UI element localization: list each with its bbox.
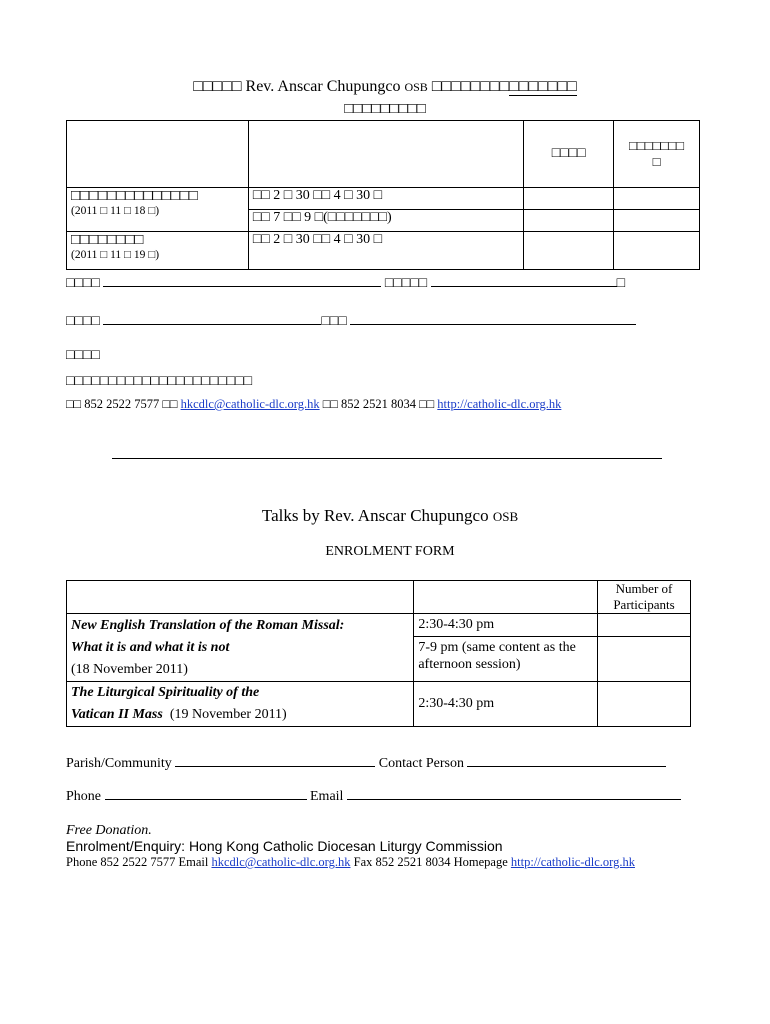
en-enquiry: Enrolment/Enquiry: Hong Kong Catholic Diocesan Liturgy Commission — [66, 838, 503, 854]
zh-contact-end: □ — [616, 276, 626, 291]
zh-contact-info: □□ 852 2522 7577 □□ hkcdlc@catholic-dlc.org.hk □□ 852 2521 8034 □□ http://catholic-dlc.org.hk — [66, 397, 562, 411]
zh-homepage-link[interactable]: http://catholic-dlc.org.hk — [437, 397, 562, 411]
zh-email-field[interactable] — [350, 310, 636, 325]
zh-header-notes: □□□□□□□ □ — [614, 121, 700, 188]
en-row2-date: (19 November 2011) — [169, 707, 287, 722]
zh-table-header-row — [67, 121, 700, 188]
zh-notes-cell[interactable] — [614, 188, 700, 210]
zh-row2-title: □□□□□□□□ — [71, 232, 144, 248]
section-divider — [112, 458, 662, 459]
en-email-field[interactable] — [347, 785, 681, 800]
en-participants-cell[interactable] — [598, 636, 691, 681]
zh-notes-cell[interactable] — [614, 232, 700, 270]
zh-table-row — [67, 232, 700, 270]
zh-phone-label: □□□□ — [66, 314, 100, 329]
en-header-participants: Number of Participants — [598, 581, 691, 614]
zh-participants-cell[interactable] — [524, 232, 614, 270]
en-phone-row — [66, 785, 681, 805]
zh-parish-field[interactable] — [103, 272, 381, 287]
zh-enrolment-table — [66, 120, 700, 270]
en-participants-cell[interactable] — [598, 682, 691, 727]
zh-header-empty — [248, 121, 523, 188]
zh-row2-session — [67, 232, 249, 270]
en-row2-title-a: The Liturgical Spirituality of the — [71, 685, 260, 700]
en-row2-time: 2:30-4:30 pm — [414, 682, 598, 727]
en-row1-time1: 2:30-4:30 pm — [414, 614, 598, 637]
zh-row1-time2: □□ 7 □□ 9 □(□□□□□□□) — [248, 210, 523, 232]
zh-header-participants: □□□□ — [524, 121, 614, 188]
zh-participants-cell[interactable] — [524, 188, 614, 210]
zh-email-link[interactable]: hkcdlc@catholic-dlc.org.hk — [180, 397, 320, 411]
zh-phone-row — [66, 310, 636, 330]
zh-header-empty — [67, 121, 249, 188]
en-email-link[interactable]: hkcdlc@catholic-dlc.org.hk — [211, 855, 351, 869]
zh-free-donation: □□□□ — [66, 348, 100, 363]
en-free-donation: Free Donation. — [66, 823, 152, 838]
en-parish-label: Parish/Community — [66, 756, 172, 771]
en-phone-label: Phone — [66, 789, 101, 804]
en-email-label: Email — [310, 789, 344, 804]
en-parish-field[interactable] — [175, 752, 375, 767]
zh-contact-field[interactable] — [431, 272, 617, 287]
en-enrolment-table — [66, 580, 691, 727]
zh-participants-cell[interactable] — [524, 210, 614, 232]
zh-contact-label: □□□□□ — [384, 276, 428, 291]
zh-table-row — [67, 188, 700, 210]
zh-title: □□□□□ Rev. Anscar Chupungco OSB □□□□□□□□□□□□□□□ — [193, 78, 577, 95]
en-row2-session — [67, 682, 414, 727]
en-header-empty — [67, 581, 414, 614]
zh-row2-time: □□ 2 □ 30 □□ 4 □ 30 □ — [248, 232, 523, 270]
en-contact-info: Phone 852 2522 7577 Email hkcdlc@catholic-dlc.org.hk Fax 852 2521 8034 Homepage http://catholic-dlc.org.hk — [66, 855, 635, 869]
zh-row1-time1: □□ 2 □ 30 □□ 4 □ 30 □ — [248, 188, 523, 210]
zh-phone-field[interactable] — [103, 310, 321, 325]
en-homepage-link[interactable]: http://catholic-dlc.org.hk — [510, 855, 635, 869]
zh-enquiry: □□□□□□□□□□□□□□□□□□□□□□ — [66, 374, 253, 389]
zh-row1-session — [67, 188, 249, 232]
en-contact-field[interactable] — [467, 752, 666, 767]
zh-notes-cell[interactable] — [614, 210, 700, 232]
en-row1-title-a: New English Translation of the Roman Missal: — [71, 618, 345, 633]
zh-row1-title: □□□□□□□□□□□□□□ — [71, 188, 198, 204]
en-row1-title-b: What it is and what it is not — [71, 640, 230, 655]
zh-row1-date: (2011 □ 11 □ 18 □) — [71, 205, 160, 217]
en-title: Talks by Rev. Anscar Chupungco OSB — [261, 506, 519, 525]
en-table-header-row — [67, 581, 691, 614]
zh-email-label: □□□ — [321, 314, 347, 329]
en-phone-field[interactable] — [105, 785, 307, 800]
en-subtitle: ENROLMENT FORM — [325, 544, 455, 559]
en-table-row — [67, 682, 691, 727]
en-row1-date: (18 November 2011) — [71, 662, 188, 677]
en-row2-title-b: Vatican II Mass — [71, 707, 163, 722]
en-header-empty — [414, 581, 598, 614]
zh-parish-label: □□□□ — [66, 276, 100, 291]
en-row1-time2: 7-9 pm (same content as the afternoon session) — [414, 636, 598, 681]
zh-row2-date: (2011 □ 11 □ 19 □) — [71, 249, 160, 261]
en-participants-cell[interactable] — [598, 614, 691, 637]
en-parish-row — [66, 752, 666, 772]
en-row1-session — [67, 614, 414, 682]
zh-subtitle: □□□□□□□□□ — [344, 101, 426, 117]
zh-parish-row — [66, 272, 625, 292]
en-table-row — [67, 614, 691, 637]
en-contact-label: Contact Person — [378, 756, 464, 771]
